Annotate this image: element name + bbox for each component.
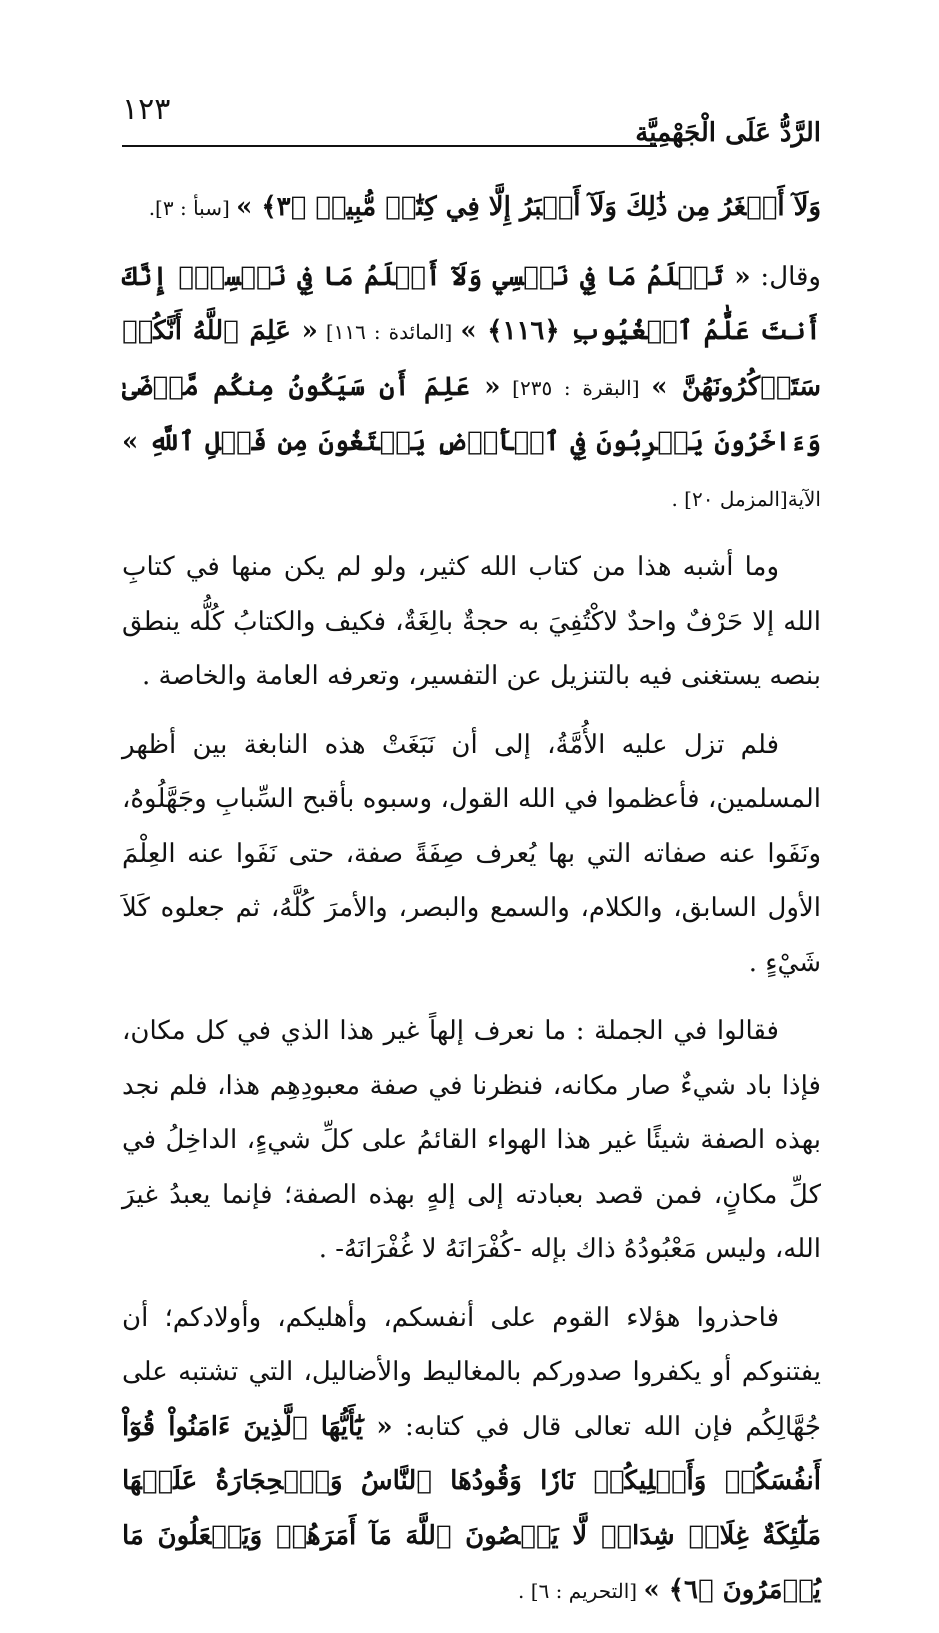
paragraph-text: فقالوا في الجملة : ما نعرف إلهاً غير هذا الذي في كل مكان، فإذا باد شيءٌ صار مكانه، فنظرنا في صفة معبودِهِم هذا، فلم نجد بهذه الصفة شيئًا غير هذا الهواء القائمُ على كلِّ شيءٍ، الداخِلُ في كلِّ مكانٍ، فمن قصد بعبادته إلى إلهٍ بهذه الصفة؛ فإنما يعبدُ غيرَ الله، وليس مَعْبُودُهُ ذاك بإله -كُفْرَانَهُ لا غُفْرَانَهُ- .	[122, 1016, 821, 1264]
verse-reference: [المائدة : ١١٦]	[317, 320, 461, 344]
quran-verse: « عَلِمَ ٱللَّهُ أَنَّكُمۡ سَتَذۡكُرُونَهُنَّ »	[122, 316, 821, 402]
paragraph	[122, 540, 821, 704]
page-number: ١٢٣	[122, 92, 171, 127]
quran-verse: « عَلِمَ أَن سَيَكُونُ مِنكُم مَّرۡضَىٰ وَءَاخَرُونَ يَضۡرِبُونَ فِي ٱلۡأَرۡضِ يَبۡتَغُونَ مِن فَضۡلِ ٱللَّهِ »	[122, 371, 821, 457]
running-title: الرَّدُّ عَلَى الْجَهْمِيَّة	[635, 118, 821, 148]
paragraph-text: وقال:	[750, 261, 821, 292]
verse-reference: [التحريم : ٦] .	[518, 1579, 644, 1603]
paragraph-text: فاحذروا هؤلاء القوم على أنفسكم، وأهليكم، وأولادكم؛ أن يفتنوكم أو يكفروا صدوركم بالمغاليط والأضاليل، التي تشتبه على جُهَّالِكُم فإن الله تعالى قال في كتابه:	[122, 1302, 821, 1442]
body-text	[122, 180, 821, 1633]
paragraph	[122, 1004, 821, 1277]
verse-reference: [سبأ : ٣].	[148, 196, 237, 220]
paragraph	[122, 250, 821, 527]
verse-reference: الآية[المزمل ٢٠] .	[671, 486, 821, 511]
paragraph-text: وما أشبه هذا من كتاب الله كثير، ولو لم يكن منها في كتابِ الله إلا حَرْفٌ واحدٌ لاكْتُفِيَ به حجةٌ بالِغَةٌ، فكيف والكتابُ كُلُّه ينطق بنصه يستغنى فيه بالتنزيل عن التفسير، وتعرفه العامة والخاصة .	[122, 552, 821, 691]
paragraph	[122, 180, 821, 236]
paragraph	[122, 1291, 821, 1619]
verse-reference: [البقرة : ٢٣٥]	[500, 375, 652, 400]
paragraph	[122, 718, 821, 991]
header-rule	[122, 145, 657, 147]
quran-verse: « يَٰٓأَيُّهَا ٱلَّذِينَ ءَامَنُواْ قُوٓاْ أَنفُسَكُمۡ وَأَهۡلِيكُمۡ نَارٗا وَقُودُهَا ٱلنَّاسُ وَٱلۡحِجَارَةُ عَلَيۡهَا مَلَٰٓئِكَةٌ غِلَاظٞ شِدَادٞ لَّا يَعۡصُونَ ٱللَّهَ مَآ أَمَرَهُمۡ وَيَفۡعَلُونَ مَا يُؤۡمَرُونَ ﴿٦﴾ »	[122, 1411, 821, 1605]
quran-verse: « تَعۡلَمُ مَا فِي نَفۡسِي وَلَآ أَعۡلَمُ مَا فِي نَفۡسِكَۚ إِنَّكَ أَنتَ عَلَّٰمُ ٱلۡغُيُوبِ ﴿١١٦﴾ »	[122, 261, 821, 346]
paragraph-text: فلم تزل عليه الأُمَّةُ، إلى أن نَبَغَتْ هذه النابغة بين أظهر المسلمين، فأعظموا في الله القول، وسبوه بأقبح السِّبابِ وجَهَّلُوهُ، ونَفَوا عنه صفاته التي بها يُعرف صِفَةً صفة، حتى نَفَوا عنه العِلْمَ الأول السابق، والكلام، والسمع والبصر، والأمرَ كُلَّهُ، ثم جعلوه كَلاَ شَيْءٍ .	[122, 729, 821, 978]
quran-verse: وَلَآ أَصۡغَرُ مِن ذَٰلِكَ وَلَآ أَكۡبَرُ إِلَّا فِي كِتَٰبٖ مُّبِينٖ ﴿٣﴾ »	[236, 192, 821, 222]
